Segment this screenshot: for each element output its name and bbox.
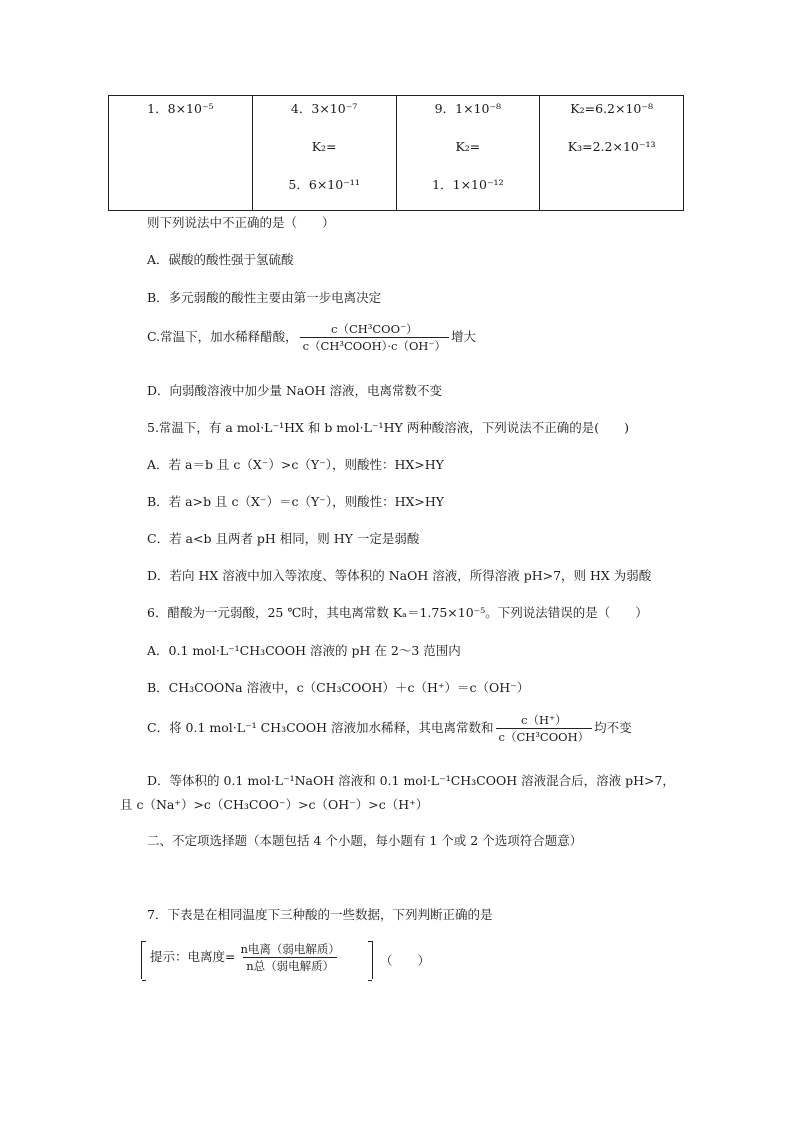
q7-answer-blank: （ ） bbox=[380, 953, 431, 968]
hint-text: 提示：电离度= bbox=[150, 949, 236, 964]
q6-option-d-line2: 且 c（Na⁺）>c（CH₃COO⁻）>c（OH⁻）>c（H⁺） bbox=[120, 797, 429, 812]
q5-option-b: B．若 a>b 且 c（X⁻）＝c（Y⁻），则酸性：HX>HY bbox=[147, 494, 445, 509]
fraction-numerator: c（H⁺） bbox=[521, 713, 567, 727]
fraction-denominator: c（CH³COOH） bbox=[496, 728, 593, 744]
q6-option-d-line1: D．等体积的 0.1 mol·L⁻¹NaOH 溶液和 0.1 mol·L⁻¹CH₃COOH 溶液混合后，溶液 pH>7， bbox=[147, 773, 675, 788]
fraction-denominator: c（CH³COOH）·c（OH⁻） bbox=[300, 337, 449, 353]
table-value: K₂= bbox=[455, 139, 481, 154]
q5-stem: 5.常温下，有 a mol·L⁻¹HX 和 b mol·L⁻¹HY 两种酸溶液，下列说法不正确的是( ) bbox=[147, 420, 629, 435]
q6-option-c bbox=[147, 713, 632, 744]
q6-option-c-tail: 均不变 bbox=[594, 720, 632, 735]
table-cell bbox=[109, 96, 253, 211]
q6-fraction bbox=[496, 713, 593, 744]
table-value: 5．6×10⁻¹¹ bbox=[288, 177, 360, 192]
q7-stem: 7．下表是在相同温度下三种酸的一些数据，下列判断正确的是 bbox=[147, 907, 493, 922]
table-value: 9．1×10⁻⁸ bbox=[434, 101, 502, 116]
table-value: 1．8×10⁻⁵ bbox=[147, 101, 214, 116]
table-value: K₃=2.2×10⁻¹³ bbox=[567, 139, 656, 154]
q5-option-d: D．若向 HX 溶液中加入等浓度、等体积的 NaOH 溶液，所得溶液 pH>7，则 HX 为弱酸 bbox=[147, 568, 652, 583]
table-value: K₂= bbox=[311, 139, 337, 154]
table-cell bbox=[540, 96, 684, 211]
table-cell bbox=[396, 96, 540, 211]
q6-stem: 6．醋酸为一元弱酸，25 ℃时，其电离常数 Kₐ＝1.75×10⁻⁵。下列说法错误的是（ ） bbox=[147, 605, 648, 620]
section-heading: 二、不定项选择题（本题包括 4 个小题，每小题有 1 个或 2 个选项符合题意） bbox=[147, 833, 583, 848]
q6-option-c-text: C．将 0.1 mol·L⁻¹ CH₃COOH 溶液加水稀释，其电离常数和 bbox=[147, 720, 494, 735]
table-value: K₂=6.2×10⁻⁸ bbox=[570, 101, 653, 116]
fraction-numerator: c（CH³COO⁻） bbox=[331, 322, 418, 336]
fraction-numerator: n电离（弱电解质） bbox=[240, 942, 340, 956]
table-cell bbox=[252, 96, 396, 211]
q4-option-b: B．多元弱酸的酸性主要由第一步电离决定 bbox=[147, 290, 382, 305]
q4-stem: 则下列说法中不正确的是（ ） bbox=[147, 215, 335, 230]
fraction-denominator: n总（弱电解质） bbox=[243, 957, 337, 973]
table-value: 4．3×10⁻⁷ bbox=[290, 101, 358, 116]
q4-option-d: D．向弱酸溶液中加少量 NaOH 溶液，电离常数不变 bbox=[147, 383, 443, 398]
q5-option-a: A．若 a＝b 且 c（X⁻）>c（Y⁻），则酸性：HX>HY bbox=[147, 457, 444, 472]
q4-fraction bbox=[300, 322, 449, 353]
q7-hint bbox=[150, 942, 345, 973]
q5-option-c: C．若 a<b 且两者 pH 相同，则 HY 一定是弱酸 bbox=[147, 531, 420, 546]
q6-option-a: A．0.1 mol·L⁻¹CH₃COOH 溶液的 pH 在 2～3 范围内 bbox=[147, 643, 461, 658]
q4-option-c-text: C.常温下，加水稀释醋酸， bbox=[147, 329, 298, 344]
hint-fraction bbox=[237, 942, 342, 973]
q4-option-a: A．碳酸的酸性强于氢硫酸 bbox=[147, 252, 294, 267]
q4-option-c bbox=[147, 322, 476, 353]
ionization-constants-table bbox=[108, 95, 684, 211]
table-value: 1．1×10⁻¹² bbox=[432, 177, 504, 192]
q6-option-b: B．CH₃COONa 溶液中，c（CH₃COOH）＋c（H⁺）＝c（OH⁻） bbox=[147, 680, 530, 695]
q4-option-c-tail: 增大 bbox=[451, 329, 477, 344]
